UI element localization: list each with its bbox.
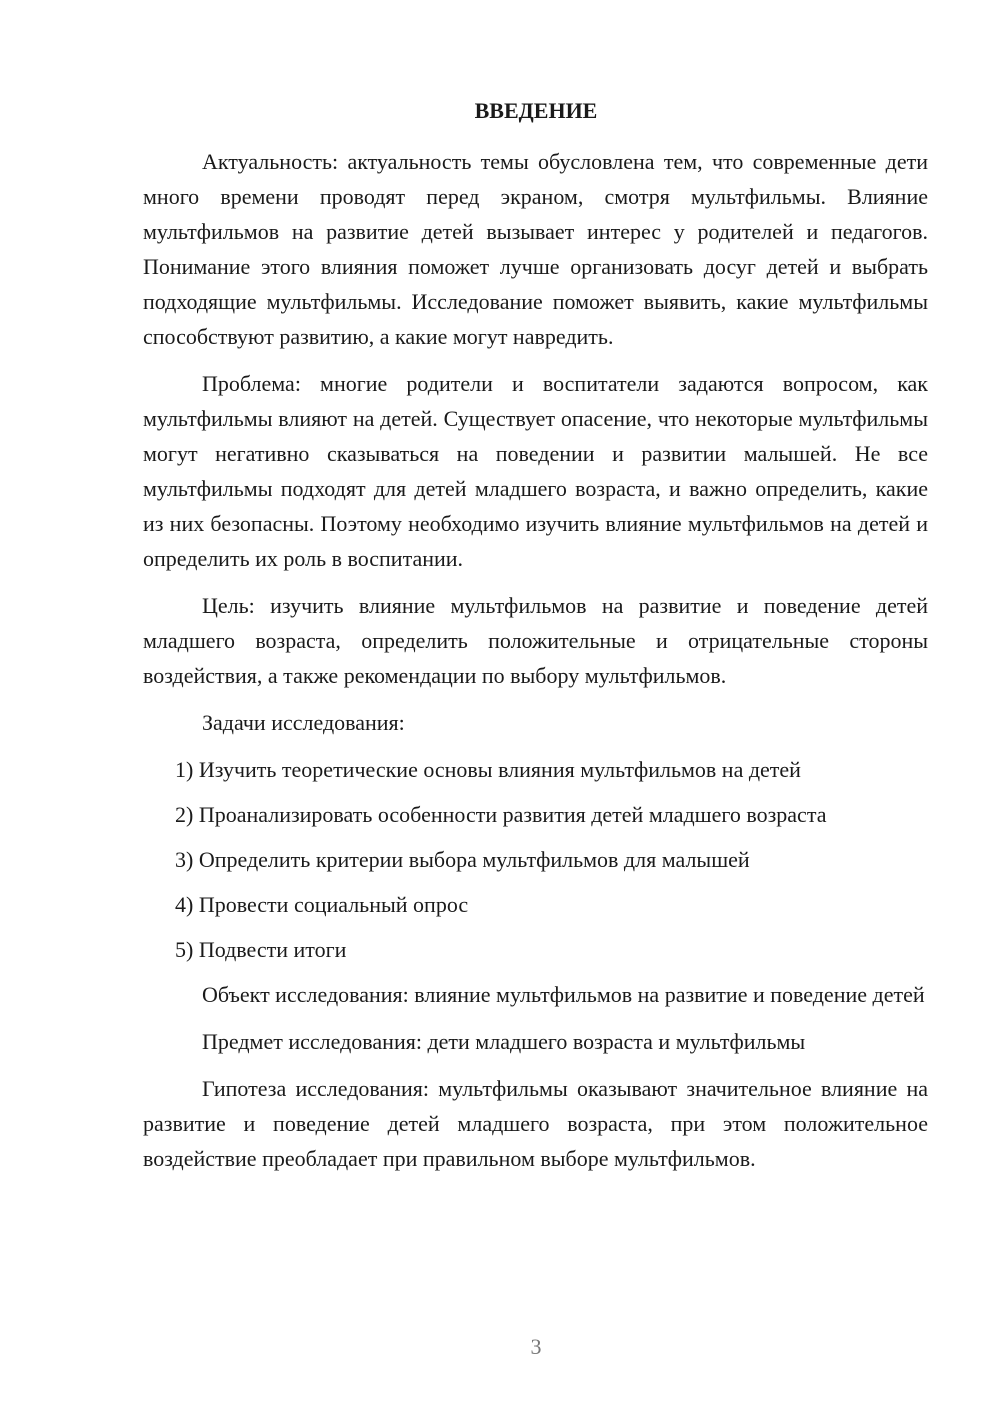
tasks-heading: Задачи исследования: <box>202 710 405 735</box>
paragraph-object: Объект исследования: влияние мультфильмов на развитие и поведение детей <box>202 982 925 1007</box>
task-item-2: 2) Проанализировать особенности развития детей младшего возраста <box>175 802 827 827</box>
paragraph-hypothesis: Гипотеза исследования: мультфильмы оказывают значительное влияние на развитие и поведение детей младшего возраста, при этом положительное воздействие преобладает при правильном выборе мультфильмов. <box>143 1076 928 1171</box>
task-item-4: 4) Провести социальный опрос <box>175 892 469 917</box>
task-item-5: 5) Подвести итоги <box>175 937 347 962</box>
task-item-3: 3) Определить критерии выбора мультфильмов для малышей <box>175 847 750 872</box>
paragraph-problem: Проблема: многие родители и воспитатели задаются вопросом, как мультфильмы влияют на детей. Существует опасение, что некоторые мультфильмы могут негативно сказываться на поведении и развитии малышей. Не все мультфильмы подходят для детей младшего возраста, и важно определить, какие из них безопасны. Поэтому необходимо изучить влияние мультфильмов на детей и определить их роль в воспитании. <box>143 371 928 571</box>
page-title: ВВЕДЕНИЕ <box>474 98 598 123</box>
paragraph-goal: Цель: изучить влияние мультфильмов на развитие и поведение детей младшего возраста, определить положительные и отрицательные стороны воздействия, а также рекомендации по выбору мультфильмов. <box>143 593 928 688</box>
paragraph-subject: Предмет исследования: дети младшего возраста и мультфильмы <box>202 1029 806 1054</box>
document-body <box>143 144 928 1188</box>
task-item-1: 1) Изучить теоретические основы влияния мультфильмов на детей <box>175 757 801 782</box>
paragraph-relevance: Актуальность: актуальность темы обусловлена тем, что современные дети много времени проводят перед экраном, смотря мультфильмы. Влияние мультфильмов на развитие детей вызывает интерес у родителей и педагогов. Понимание этого влияния поможет лучше организовать досуг детей и выбрать подходящие мультфильмы. Исследование поможет выявить, какие мультфильмы способствуют развитию, а какие могут навредить. <box>143 149 928 349</box>
page-number: 3 <box>530 1334 542 1359</box>
